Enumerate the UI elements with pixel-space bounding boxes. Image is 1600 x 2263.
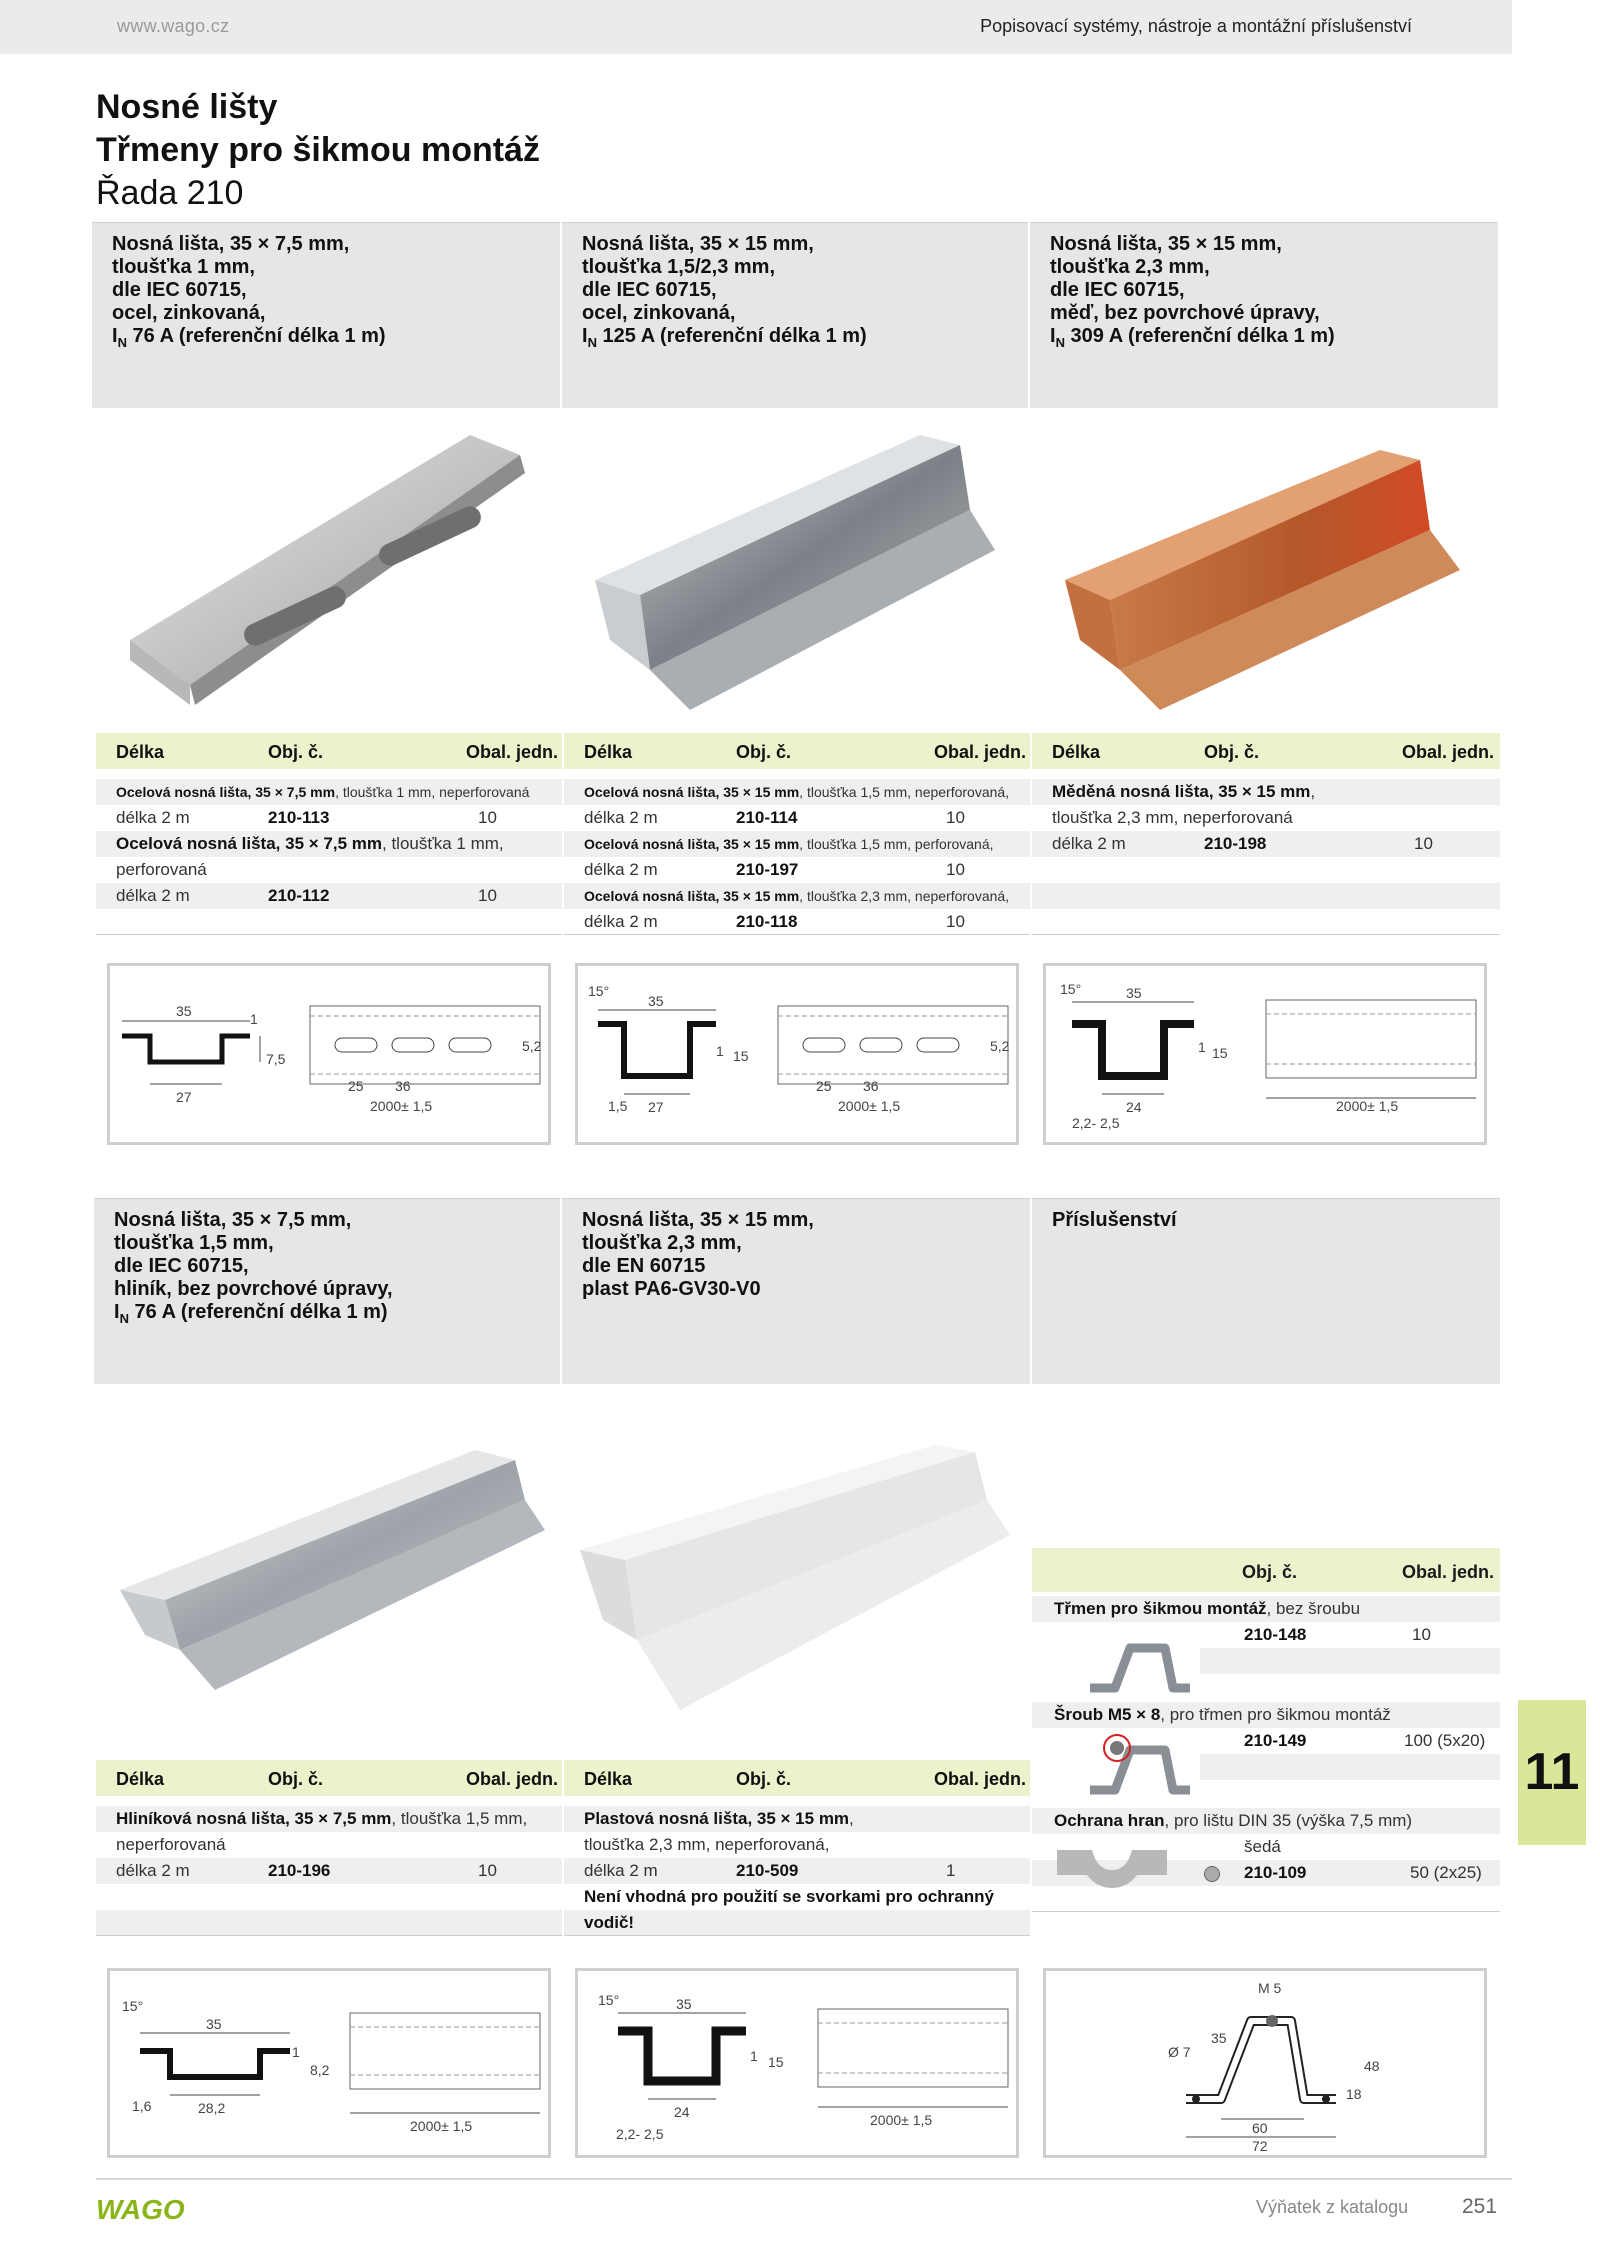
table-row: Ocelová nosná lišta, 35 × 7,5 mm, tloušťka 1 mm, — [96, 831, 562, 857]
dim-height-1: 18 — [1346, 2086, 1362, 2102]
dim-length: 2000± 1,5 — [370, 1098, 433, 1114]
dim-wall: 1,6 — [132, 2098, 152, 2114]
section-tab[interactable]: 11 — [1518, 1700, 1586, 1845]
dim-hole: Ø 7 — [1168, 2044, 1191, 2060]
table-row — [1032, 857, 1500, 883]
dim-width: 35 — [176, 1003, 192, 1019]
dim-thickness: 1 — [716, 1043, 724, 1059]
dim-width-1: 60 — [1252, 2120, 1268, 2136]
dim-angle: 15° — [588, 983, 610, 999]
table-row — [1200, 1648, 1500, 1674]
table-row: perforovaná — [116, 860, 207, 879]
accessory-row-bracket: Třmen pro šikmou montáž, bez šroubu — [1032, 1596, 1500, 1622]
dim-length: 2000± 1,5 — [870, 2112, 933, 2128]
dim-base: 27 — [176, 1089, 192, 1105]
accessory-row-edge-guard: Ochrana hran, pro lištu DIN 35 (výška 7,5 mm) — [1032, 1808, 1500, 1834]
dim-width: 35 — [648, 993, 664, 1009]
table-row: tloušťka 2,3 mm, neperforovaná — [1052, 808, 1293, 827]
rail-photo-steel-perforated — [120, 425, 550, 715]
dimension-drawing-210-198 — [1043, 963, 1487, 1145]
table-row: délka 2 m 210-113 10 — [116, 808, 497, 827]
accessories-header: Obj. č. Obal. jedn. — [1032, 1548, 1500, 1592]
dim-pitch-2: 36 — [395, 1078, 411, 1094]
dim-thickness: 1 — [1198, 1039, 1206, 1055]
table-row-warning: vodič! — [564, 1910, 1030, 1936]
section-title: Popisovací systémy, nástroje a montážní příslušenství — [980, 16, 1412, 36]
table-row: Ocelová nosná lišta, 35 × 15 mm, tloušťka 1,5 mm, perforovaná, — [564, 831, 1030, 857]
table-row: Plastová nosná lišta, 35 × 15 mm, — [564, 1806, 1030, 1832]
table-header-5: Délka Obj. č. Obal. jedn. — [564, 1760, 1030, 1796]
dim-height: 15 — [1212, 1045, 1228, 1061]
dim-width: 35 — [1126, 985, 1142, 1001]
product-box-aluminium: Nosná lišta, 35 × 7,5 mm, tloušťka 1,5 mm, dle IEC 60715, hliník, bez povrchové úpravy, $I_N$ 76 A (referenční délka 1 m) — [94, 1198, 560, 1384]
product-box-steel-15: Nosná lišta, 35 × 15 mm, tloušťka 1,5/2,3 mm, dle IEC 60715, ocel, zinkovaná, $I_N$ 125 A (referenční délka 1 m) — [562, 222, 1028, 408]
dim-length: 2000± 1,5 — [838, 1098, 901, 1114]
table-row: délka 2 m 210-197 10 — [584, 860, 965, 879]
table-header-1: Délka Obj. č. Obal. jedn. — [96, 733, 562, 769]
dim-length: 2000± 1,5 — [410, 2118, 473, 2134]
dimension-drawing-210-114 — [575, 963, 1019, 1145]
table-row: délka 2 m 210-118 10 — [564, 909, 1030, 935]
wago-logo — [96, 2194, 206, 2224]
dim-pitch-1: 25 — [348, 1078, 364, 1094]
dim-wall: 2,2- 2,5 — [1072, 1115, 1120, 1131]
product-box-copper-15: Nosná lišta, 35 × 15 mm, tloušťka 2,3 mm, dle IEC 60715, měď, bez povrchové úpravy, $I_N$ 309 A (referenční délka 1 m) — [1030, 222, 1498, 408]
dim-base: 24 — [1126, 1099, 1142, 1115]
svg-text:WAGO: WAGO — [96, 2194, 185, 2224]
dim-wall: 1,5 — [608, 1098, 628, 1114]
table-header-2: Délka Obj. č. Obal. jedn. — [564, 733, 1030, 769]
dim-angle: 15° — [1060, 981, 1082, 997]
dim-width-2: 72 — [1252, 2138, 1268, 2154]
accessory-row-screw-no: 210-149 100 (5x20) — [1244, 1731, 1486, 1750]
dimension-drawing-210-509 — [575, 1968, 1019, 2158]
footer-text: Výňatek z katalogu — [1256, 2197, 1409, 2217]
title-line-3: Řada 210 — [96, 174, 244, 212]
accessory-row-bracket-no: 210-148 10 — [1244, 1625, 1431, 1644]
table-row — [1032, 909, 1500, 935]
dim-length: 2000± 1,5 — [1336, 1098, 1399, 1114]
table-row — [1200, 1754, 1500, 1780]
dim-thickness: 1 — [292, 2044, 300, 2060]
table-row: délka 2 m 210-509 1 — [564, 1858, 1030, 1884]
table-row: Ocelová nosná lišta, 35 × 15 mm, tloušťka 2,3 mm, neperforovaná, — [564, 883, 1030, 909]
dimension-drawing-210-196 — [107, 1968, 551, 2158]
table-row: Hliníková nosná lišta, 35 × 7,5 mm, tloušťka 1,5 mm, — [96, 1806, 562, 1832]
edge-guard-image — [1052, 1840, 1172, 1890]
dim-base: 24 — [674, 2104, 690, 2120]
table-row: délka 2 m 210-114 10 — [584, 808, 965, 827]
table-row — [96, 909, 562, 935]
rail-photo-steel-15 — [590, 430, 1010, 720]
dim-slot-height: 5,2 — [522, 1038, 542, 1054]
rail-photo-copper-15 — [1060, 430, 1480, 720]
table-row-warning: Není vhodná pro použití se svorkami pro ochranný — [584, 1887, 994, 1906]
table-row: délka 2 m 210-112 10 — [96, 883, 562, 909]
table-row: Ocelová nosná lišta, 35 × 15 mm, tloušťka 1,5 mm, neperforovaná, — [564, 779, 1030, 805]
table-row: délka 2 m 210-196 10 — [96, 1858, 562, 1884]
product-box-accessories: Příslušenství — [1032, 1198, 1500, 1384]
product-box-plastic: Nosná lišta, 35 × 15 mm, tloušťka 2,3 mm, dle EN 60715 plast PA6-GV30-V0 — [562, 1198, 1030, 1384]
color-swatch-grey — [1204, 1866, 1220, 1882]
dim-angle: 15° — [598, 1992, 620, 2008]
dim-thread: M 5 — [1258, 1980, 1282, 1996]
table-row: tloušťka 2,3 mm, neperforovaná, — [584, 1835, 830, 1854]
table-row — [96, 1884, 562, 1910]
bracket-screw-image — [1085, 1728, 1195, 1798]
table-row: neperforovaná — [116, 1835, 226, 1854]
dim-height: 7,5 — [266, 1051, 286, 1067]
table-row — [1032, 883, 1500, 909]
dim-width: 35 — [206, 2016, 222, 2032]
table-row: Měděná nosná lišta, 35 × 15 mm, — [1032, 779, 1500, 805]
dim-base: 28,2 — [198, 2100, 226, 2116]
accessory-row-screw: Šroub M5 × 8, pro třmen pro šikmou montáž — [1032, 1702, 1500, 1728]
accessory-row-edge-color: šedá — [1244, 1837, 1281, 1856]
dimension-drawing-210-148 — [1043, 1968, 1487, 2158]
table-row — [96, 1910, 562, 1936]
dim-angle: 35 — [1211, 2030, 1227, 2046]
dim-slot-height: 5,2 — [990, 1038, 1010, 1054]
dim-thickness: 1 — [250, 1011, 258, 1027]
dim-width: 35 — [676, 1996, 692, 2012]
dimension-drawing-210-113 — [107, 963, 551, 1145]
dim-angle: 15° — [122, 1998, 144, 2014]
header-bar — [0, 0, 1512, 54]
rail-photo-plastic — [575, 1440, 1015, 1720]
bracket-image — [1085, 1636, 1195, 1696]
dim-base: 27 — [648, 1099, 664, 1115]
dim-pitch-2: 36 — [863, 1078, 879, 1094]
accessory-row-edge-no: 210-109 50 (2x25) — [1032, 1860, 1500, 1886]
site-url[interactable]: www.wago.cz — [117, 16, 230, 36]
dim-height-2: 48 — [1364, 2058, 1380, 2074]
table-header-4: Délka Obj. č. Obal. jedn. — [96, 1760, 562, 1796]
page-title — [96, 86, 540, 215]
dim-height: 15 — [733, 1048, 749, 1064]
title-line-2: Třmeny pro šikmou montáž — [96, 131, 540, 169]
dim-height: 15 — [768, 2054, 784, 2070]
page-number: 251 — [1462, 2195, 1498, 2218]
rail-photo-aluminium — [115, 1440, 555, 1710]
table-row: délka 2 m 210-198 10 — [1032, 831, 1500, 857]
title-line-1: Nosné lišty — [96, 88, 278, 126]
table-row: Ocelová nosná lišta, 35 × 7,5 mm, tloušťka 1 mm, neperforovaná — [96, 779, 562, 805]
dim-pitch-1: 25 — [816, 1078, 832, 1094]
dim-height: 8,2 — [310, 2062, 330, 2078]
dim-wall: 2,2- 2,5 — [616, 2126, 664, 2142]
product-box-steel-7-5: Nosná lišta, 35 × 7,5 mm, tloušťka 1 mm, dle IEC 60715, ocel, zinkovaná, $I_N$ 76 A (referenční délka 1 m) — [92, 222, 560, 408]
footer-divider — [96, 2178, 1512, 2180]
table-header-3: Délka Obj. č. Obal. jedn. — [1032, 733, 1500, 769]
dim-thickness: 1 — [750, 2048, 758, 2064]
